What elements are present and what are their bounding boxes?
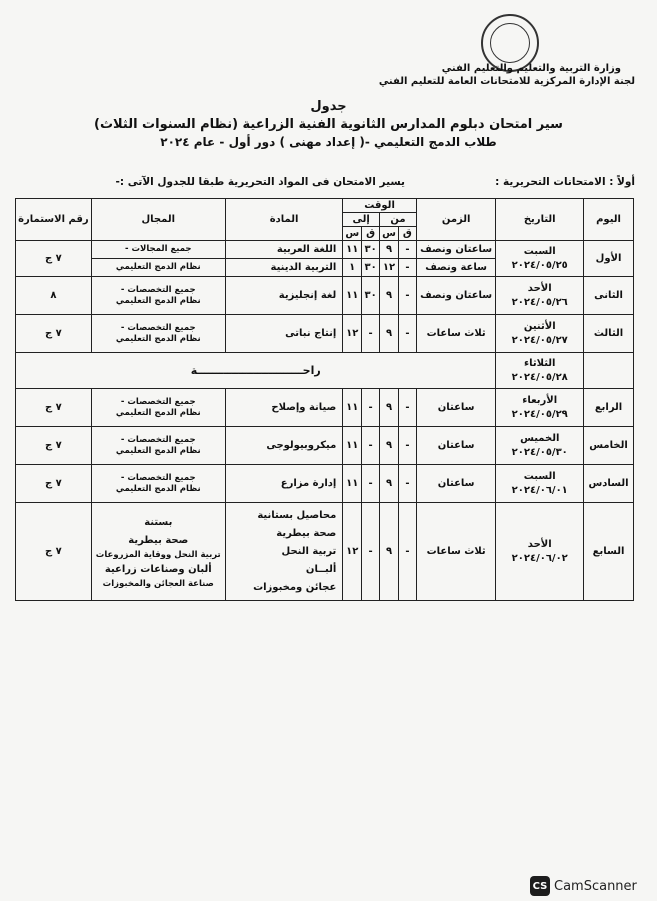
table-cell: الخامس [584,427,634,465]
committee-name: لجنة الإدارة المركزية للامتحانات العامة للتعليم الفني [378,76,635,87]
table-cell: ١٢ [380,259,399,277]
table-cell: ١ [343,259,362,277]
table-cell: ساعة ونصف [416,259,496,277]
table-cell [91,427,225,465]
table-cell: ميكروبيولوجى [225,427,343,465]
text: السبت [523,245,556,257]
header-duration: الزمن [416,199,496,241]
table-cell [496,465,584,503]
text: جميع التخصصات - [120,434,196,445]
section-note: يسير الامتحان فى المواد التحريرية طبقا للجدول الآتى :- [115,176,405,188]
table-cell: اللغة العربية [225,241,343,259]
text: ٢٠٢٤/٠٥/٢٦ [511,296,568,308]
table-cell: ٧ ج [16,503,92,601]
table-cell: الثالث [584,315,634,353]
table-cell: - [362,503,380,601]
table-cell: - [362,427,380,465]
text: جميع التخصصات - [120,396,196,407]
text: محاصيل بستانية [257,509,337,521]
text: الخميس [520,432,560,444]
text: جميع التخصصات - [120,284,196,295]
text: جميع التخصصات - [120,322,196,333]
header-to: إلى [343,213,380,227]
table-cell [496,353,584,389]
header-field: المجال [91,199,225,241]
table-cell [91,503,225,601]
table-cell: ٩ [380,241,399,259]
table-cell: ٧ ج [16,427,92,465]
header-day: اليوم [584,199,634,241]
text: الأحد [527,538,552,550]
text: ألبان وصناعات زراعية [104,563,212,575]
table-cell: - [398,315,416,353]
table-cell: الأول [584,241,634,277]
table-cell: ساعتان [416,427,496,465]
table-cell: ٧ ج [16,315,92,353]
table-cell [91,315,225,353]
table-row [16,315,634,353]
table-row-rest [16,353,634,389]
table-cell: جميع المجالات - [91,241,225,259]
table-cell: ١٢ [343,503,362,601]
table-cell: السابع [584,503,634,601]
text: ٢٠٢٤/٠٥/٢٩ [511,408,568,420]
table-cell [91,465,225,503]
table-cell [225,503,343,601]
table-cell: ٩ [380,315,399,353]
text: نظام الدمج التعليمي [115,407,201,418]
table-cell: ٣٠ [362,259,380,277]
table-cell [496,277,584,315]
table-cell: ٣٠ [362,241,380,259]
table-cell: ٩ [380,389,399,427]
title-line-1: جدول [310,99,347,114]
header-s: س [380,227,399,241]
table-cell: ٧ ج [16,241,92,277]
exam-schedule-table [15,198,634,601]
table-cell: صيانة وإصلاح [225,389,343,427]
titles-block [0,98,657,151]
text: الأربعاء [522,394,558,406]
table-cell: ثلاث ساعات [416,315,496,353]
text: نظام الدمج التعليمي [115,483,201,494]
table-cell: - [398,389,416,427]
camscanner-watermark [530,876,637,896]
text: نظام الدمج التعليمي [115,333,201,344]
text: ٢٠٢٤/٠٦/٠٢ [511,552,568,564]
header-s: س [343,227,362,241]
text: عجائن ومخبوزات [253,581,337,593]
text: السبت [523,470,556,482]
header-subject: المادة [225,199,343,241]
text: ألبــان [305,563,337,575]
table-cell: ٩ [380,503,399,601]
header-date: التاريخ [496,199,584,241]
table-cell: - [398,259,416,277]
table-cell [91,277,225,315]
table-row [16,427,634,465]
table-cell: ٧ ج [16,465,92,503]
table-cell: إدارة مزارع [225,465,343,503]
table-cell: التربية الدينية [225,259,343,277]
table-cell: ١١ [343,241,362,259]
table-cell: ٩ [380,465,399,503]
table-cell [584,353,634,389]
text: ٢٠٢٤/٠٥/٢٥ [511,259,568,271]
section-heading: أولاً : الامتحانات التحريرية : [495,176,635,188]
table-cell: ساعتان [416,465,496,503]
header-q: ق [398,227,416,241]
title-line-3: طلاب الدمج التعليمي -( إعداد مهنى ) دور أول - عام ٢٠٢٤ [160,135,497,149]
table-cell [496,241,584,277]
table-cell [496,503,584,601]
text: ٢٠٢٤/٠٥/٢٨ [511,371,568,383]
camscanner-label: CamScanner [554,878,637,894]
table-cell: - [398,427,416,465]
table-cell: - [398,503,416,601]
header-time: الوقت [343,199,417,213]
text: نظام الدمج التعليمي [115,295,201,306]
text: ٢٠٢٤/٠٦/٠١ [511,484,568,496]
text: ٢٠٢٤/٠٥/٣٠ [511,446,568,458]
text [490,23,530,63]
table-row [16,503,634,601]
table-row [16,465,634,503]
camscanner-logo-icon: CS [530,876,550,896]
text: بستنة [144,516,173,528]
title-line-2: سير امتحان دبلوم المدارس الثانوية الفنية الزراعية (نظام السنوات الثلاث) [94,117,563,132]
table-cell: نظام الدمج التعليمي [91,259,225,277]
table-cell: - [398,465,416,503]
table-cell: ساعتان ونصف [416,241,496,259]
ministry-name: وزارة التربية والتعليم والتعليم الفني [441,63,621,74]
table-cell: لغة إنجليزية [225,277,343,315]
table-cell: إنتاج نباتى [225,315,343,353]
header-q: ق [362,227,380,241]
text: صحة بيطرية [276,527,337,539]
header-form: رقم الاستمارة [16,199,92,241]
table-cell [496,389,584,427]
table-cell: ٣٠ [362,277,380,315]
table-cell: ساعتان ونصف [416,277,496,315]
table-cell: ٩ [380,427,399,465]
table-cell: ١٢ [343,315,362,353]
text: الأثنين [523,320,556,332]
text: جميع التخصصات - [120,472,196,483]
table-cell: ١١ [343,277,362,315]
text: تربية النحل ووقاية المزروعات [95,549,221,560]
table-cell: الرابع [584,389,634,427]
table-cell: ١١ [343,465,362,503]
table-cell [496,427,584,465]
table-cell: ١١ [343,427,362,465]
table-cell: - [362,315,380,353]
text: الثلاثاء [523,357,556,369]
table-row [16,277,634,315]
table-row [16,389,634,427]
table-cell [496,315,584,353]
table-cell [91,389,225,427]
table-cell: - [398,241,416,259]
table-row [16,241,634,259]
text: صناعة العجائن والمخبوزات [102,578,214,589]
table-cell: ١١ [343,389,362,427]
rest-day-label: راحــــــــــــــــــــــــــــة [16,353,496,389]
text: الأحد [527,282,552,294]
text: صحة بيطرية [128,534,189,546]
table-cell: - [398,277,416,315]
table-cell: ٩ [380,277,399,315]
header-from: من [380,213,417,227]
text: تربية النحل [281,545,337,557]
table-cell: ثلاث ساعات [416,503,496,601]
table-cell: ٨ [16,277,92,315]
table-cell: - [362,465,380,503]
text: نظام الدمج التعليمي [115,445,201,456]
table-cell: ساعتان [416,389,496,427]
text: ٢٠٢٤/٠٥/٢٧ [511,334,568,346]
table-cell: السادس [584,465,634,503]
table-cell: - [362,389,380,427]
table-cell: ٧ ج [16,389,92,427]
table-cell: الثانى [584,277,634,315]
